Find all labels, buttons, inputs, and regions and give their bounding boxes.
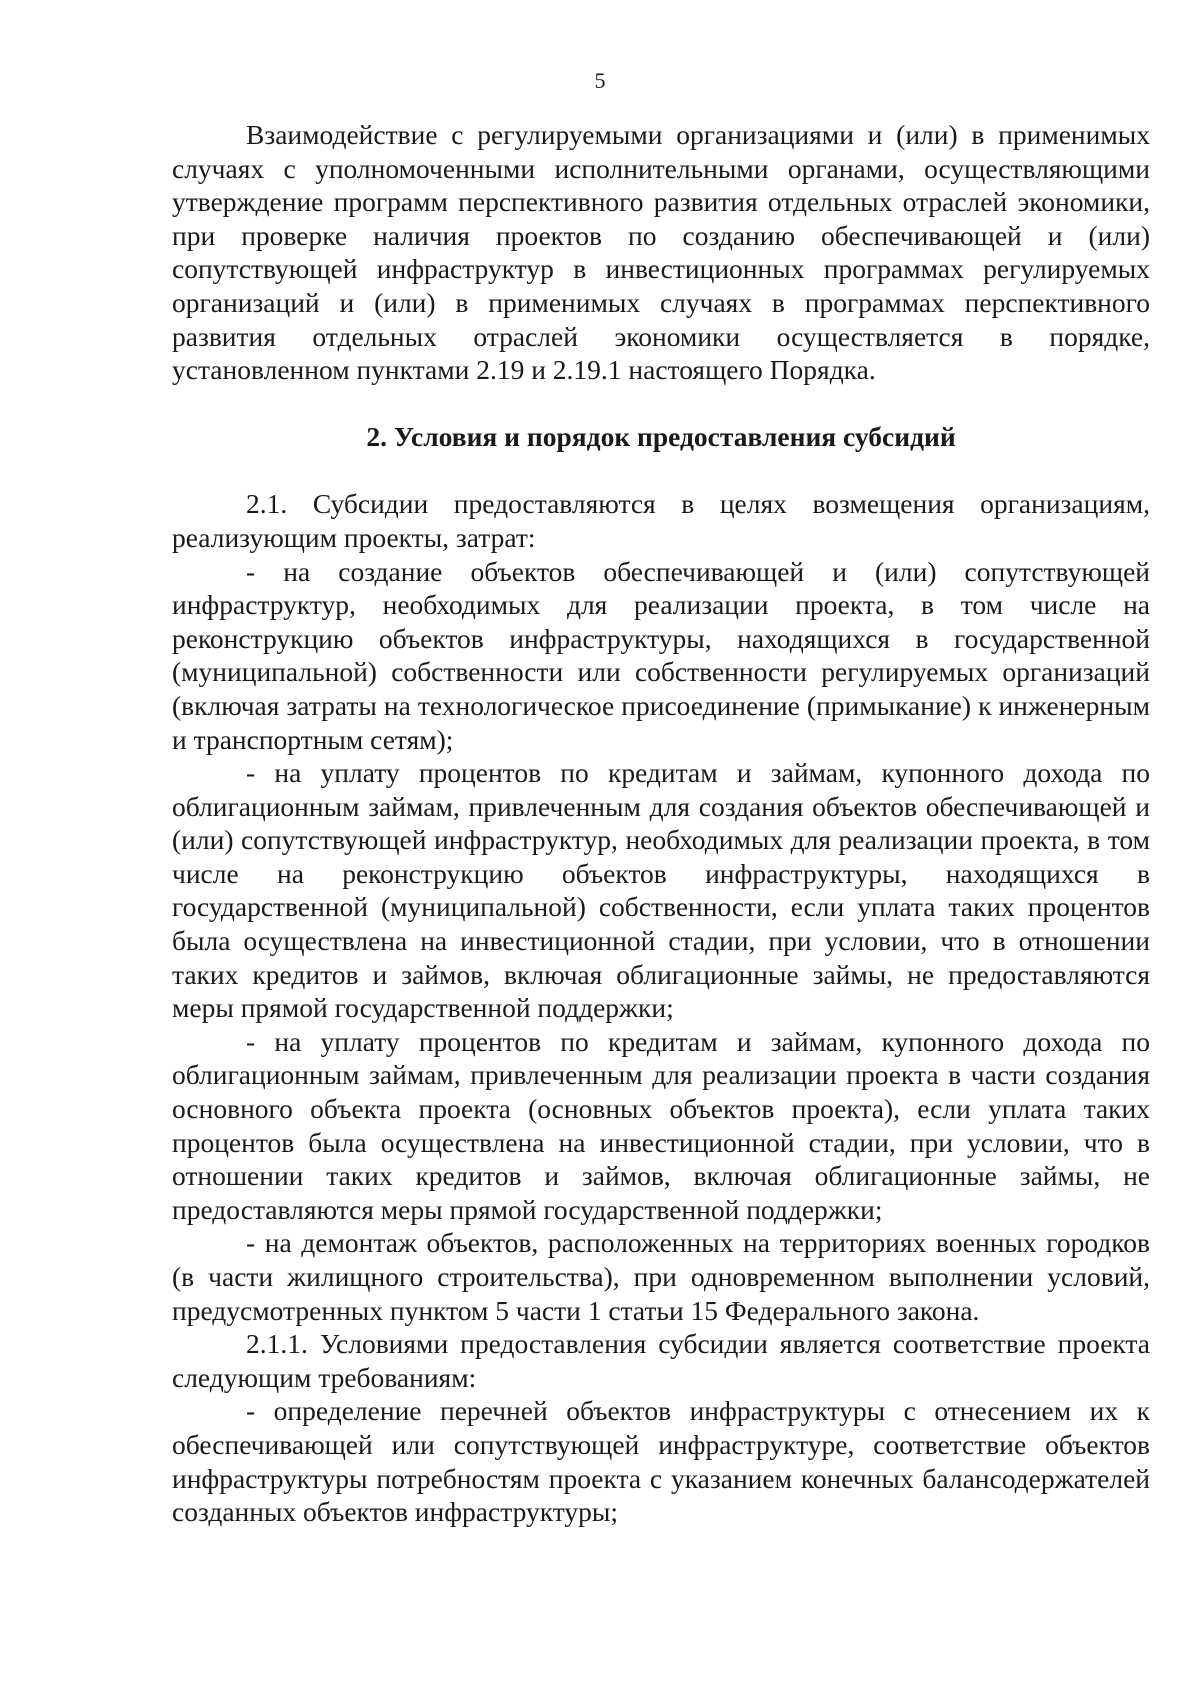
list-item-demolition: - на демонтаж объектов, расположенных на территориях военных городков (в части жилищного строительства), при одновременном выполнении условий, предусмотренных пунктом 5 части 1 статьи 15 Федерального закона. xyxy=(172,1227,1150,1326)
paragraph-2-1-1: 2.1.1. Условиями предоставления субсидии является соответствие проекта следующим требованиям: xyxy=(172,1328,1150,1393)
list-item-interest-infrastructure: - на уплату процентов по кредитам и займам, купонного дохода по облигационным займам, привлеченным для создания объектов обеспечивающей и (или) сопутствующей инфраструктур, необходимых для реализации проекта, в том числе на реконструкцию объектов инфраструктуры, находящихся в государственной (муниципальной) собственности, если уплата таких процентов была осуществлена на инвестиционной стадии, при условии, что в отношении таких кредитов и займов, включая облигационные займы, не предоставляются меры прямой государственной поддержки; xyxy=(172,757,1150,1024)
list-item-interest-main-object: - на уплату процентов по кредитам и займам, купонного дохода по облигационным займам, привлеченным для реализации проекта в части создания основного объекта проекта (основных объектов проекта), если уплата таких процентов была осуществлена на инвестиционной стадии, при условии, что в отношении таких кредитов и займов, включая облигационные займы, не предоставляются меры прямой государственной поддержки; xyxy=(172,1025,1150,1225)
paragraph-2-1: 2.1. Субсидии предоставляются в целях возмещения организациям, реализующим проекты, затрат: xyxy=(172,488,1150,553)
list-item-infrastructure-lists: - определение перечней объектов инфраструктуры с отнесением их к обеспечивающей или сопутствующей инфраструктуре, соответствие объектов инфраструктуры потребностям проекта с указанием конечных балансодержателей созданных объектов инфраструктуры; xyxy=(172,1395,1150,1528)
document-body xyxy=(172,118,1150,1529)
section-heading: 2. Условия и порядок предоставления субсидий xyxy=(366,420,956,452)
intro-paragraph: Взаимодействие с регулируемыми организациями и (или) в применимых случаях с уполномоченными исполнительными органами, осуществляющими утверждение программ перспективного развития отдельных отраслей экономики, при проверке наличия проектов по созданию обеспечивающей и (или) сопутствующей инфраструктур в инвестиционных программах регулируемых организаций и (или) в применимых случаях в программах перспективного развития отдельных отраслей экономики осуществляется в порядке, установленном пунктами 2.19 и 2.19.1 настоящего Порядка. xyxy=(172,119,1150,386)
page-number: 5 xyxy=(594,68,606,93)
list-item-construction: - на создание объектов обеспечивающей и (или) сопутствующей инфраструктур, необходимых для реализации проекта, в том числе на реконструкцию объектов инфраструктуры, находящихся в государственной (муниципальной) собственности или собственности регулируемых организаций (включая затраты на технологическое присоединение (примыкание) к инженерным и транспортным сетям); xyxy=(172,555,1150,755)
